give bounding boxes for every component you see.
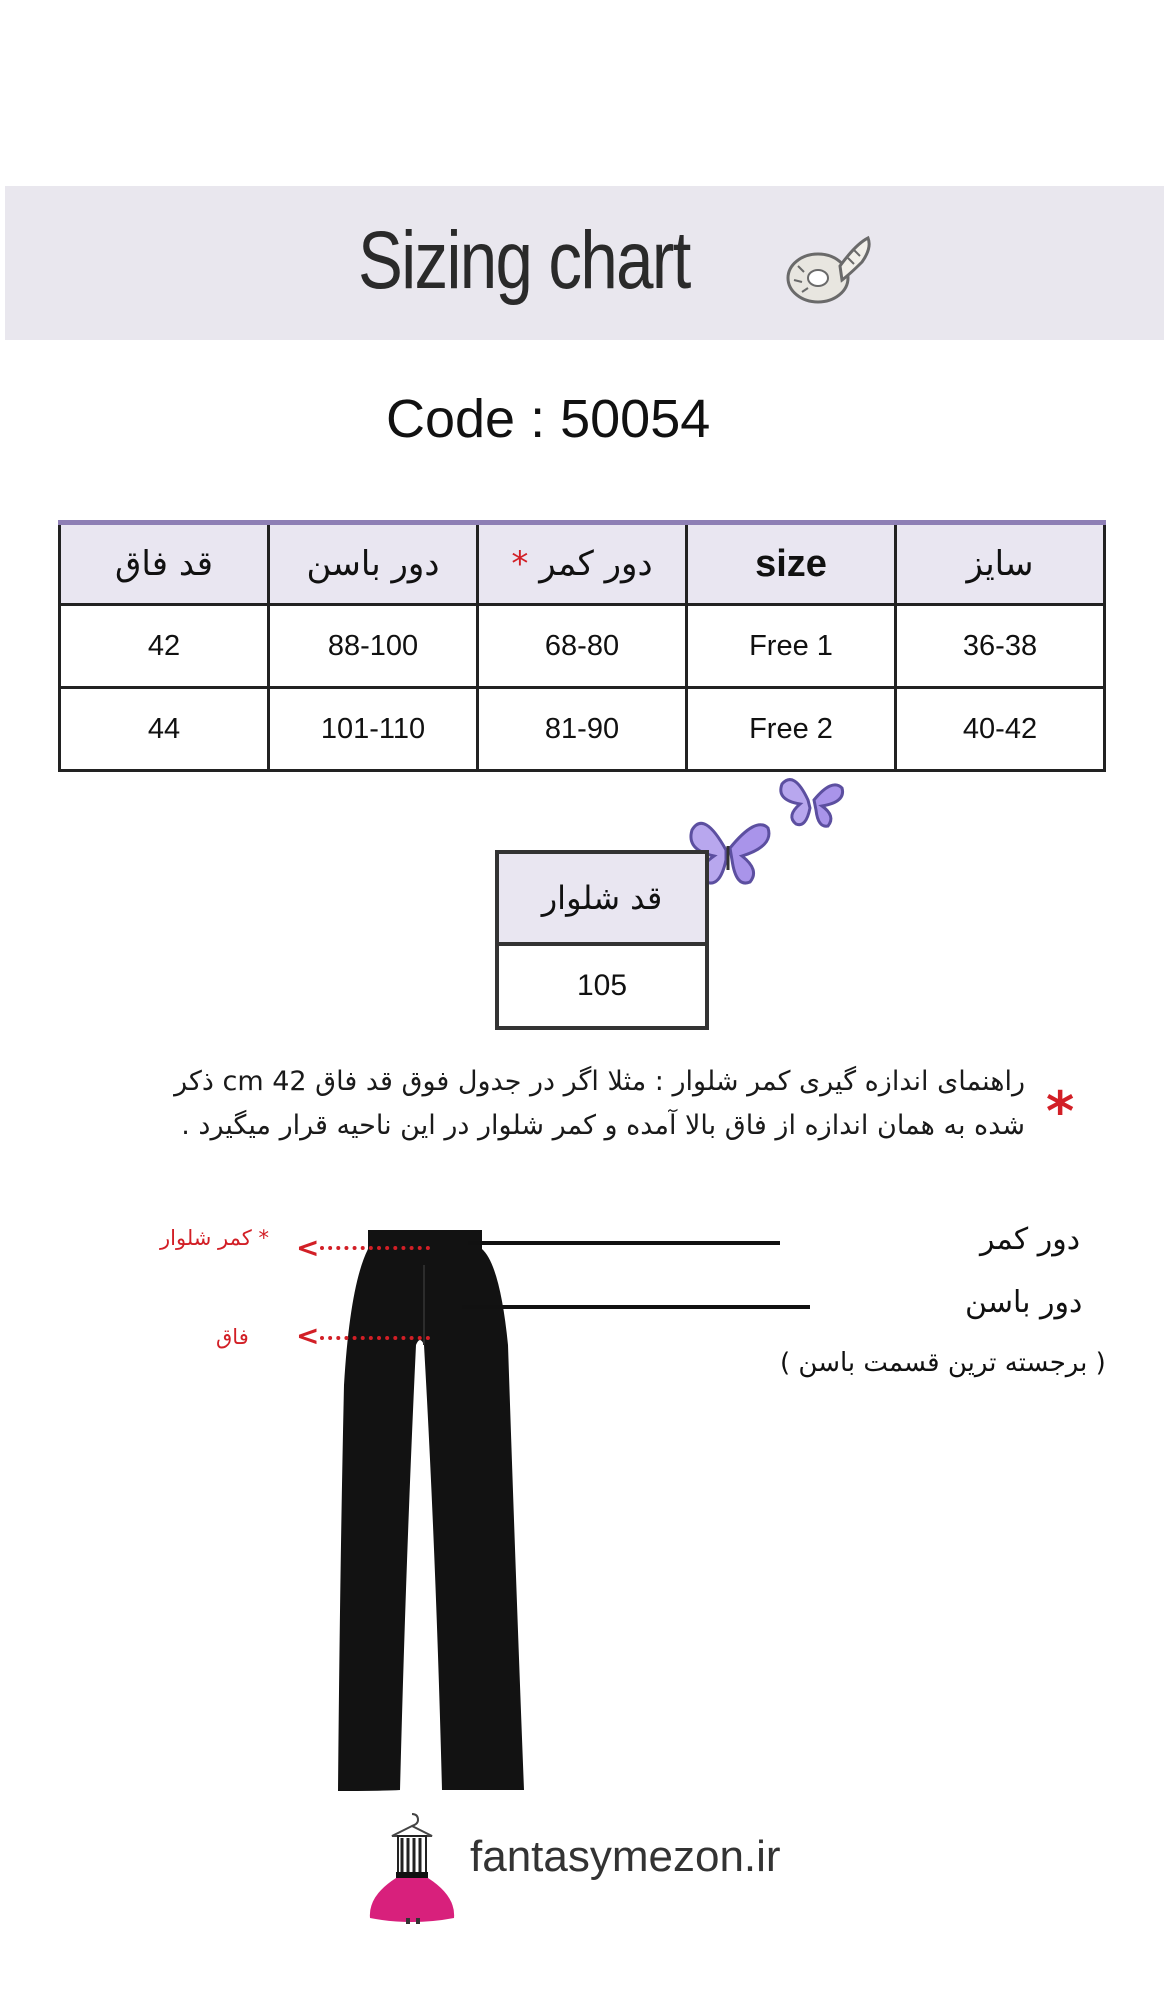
measurement-guide [105, 1060, 1025, 1148]
hip-pointer-line [462, 1305, 810, 1309]
table-row [60, 605, 1105, 688]
waist-star: * [511, 544, 529, 584]
dress-logo-icon [362, 1810, 462, 1925]
length-table [495, 850, 709, 1030]
column-header-hip: دور باسن [269, 523, 478, 605]
table-cell: 36-38 [896, 605, 1105, 688]
waist-pointer-line [468, 1241, 780, 1245]
arrow-left-icon: < [296, 1231, 320, 1264]
table-cell: 40-42 [896, 688, 1105, 771]
guide-line: شده به همان اندازه از فاق بالا آمده و کمر شلوار در این ناحیه قرار میگیرد . [181, 1110, 1025, 1141]
table-cell: 68-80 [478, 605, 687, 688]
guide-line: راهنمای اندازه گیری کمر شلوار : مثلا اگر در جدول فوق قد فاق 42 cm ذکر [174, 1066, 1025, 1097]
length-value: 105 [497, 944, 707, 1028]
table-cell: Free 2 [687, 688, 896, 771]
column-header-waist: * دور کمر [478, 523, 687, 605]
table-cell: 88-100 [269, 605, 478, 688]
rise-dotted-line [320, 1336, 430, 1340]
hip-label: دور باسن [965, 1285, 1083, 1320]
table-row [60, 688, 1105, 771]
table-cell: 101-110 [269, 688, 478, 771]
table-cell: 42 [60, 605, 269, 688]
pants-illustration [320, 1225, 620, 1795]
length-header: قد شلوار [497, 852, 707, 944]
butterfly-icon [776, 764, 848, 834]
table-cell: Free 1 [687, 605, 896, 688]
measuring-tape-icon [778, 226, 874, 318]
waist-band-label: * کمر شلوار [160, 1226, 269, 1250]
column-header-rise: قد فاق [60, 523, 269, 605]
rise-label: فاق [216, 1325, 249, 1349]
table-cell: 44 [60, 688, 269, 771]
column-header-size-fa: سایز [896, 523, 1105, 605]
size-table [58, 520, 1106, 772]
hip-note: ( برجسته ترین قسمت باسن ) [780, 1348, 1106, 1378]
site-logo-text: fantasymezon.ir [470, 1832, 781, 1881]
column-header-size: size [687, 523, 896, 605]
product-code: Code : 50054 [386, 389, 711, 449]
table-cell: 81-90 [478, 688, 687, 771]
waist-label: دور کمر [980, 1222, 1081, 1257]
arrow-left-icon: < [296, 1319, 320, 1352]
waist-dotted-line [320, 1246, 430, 1250]
page-title: Sizing chart [358, 215, 690, 306]
guide-star: * [1046, 1080, 1075, 1143]
